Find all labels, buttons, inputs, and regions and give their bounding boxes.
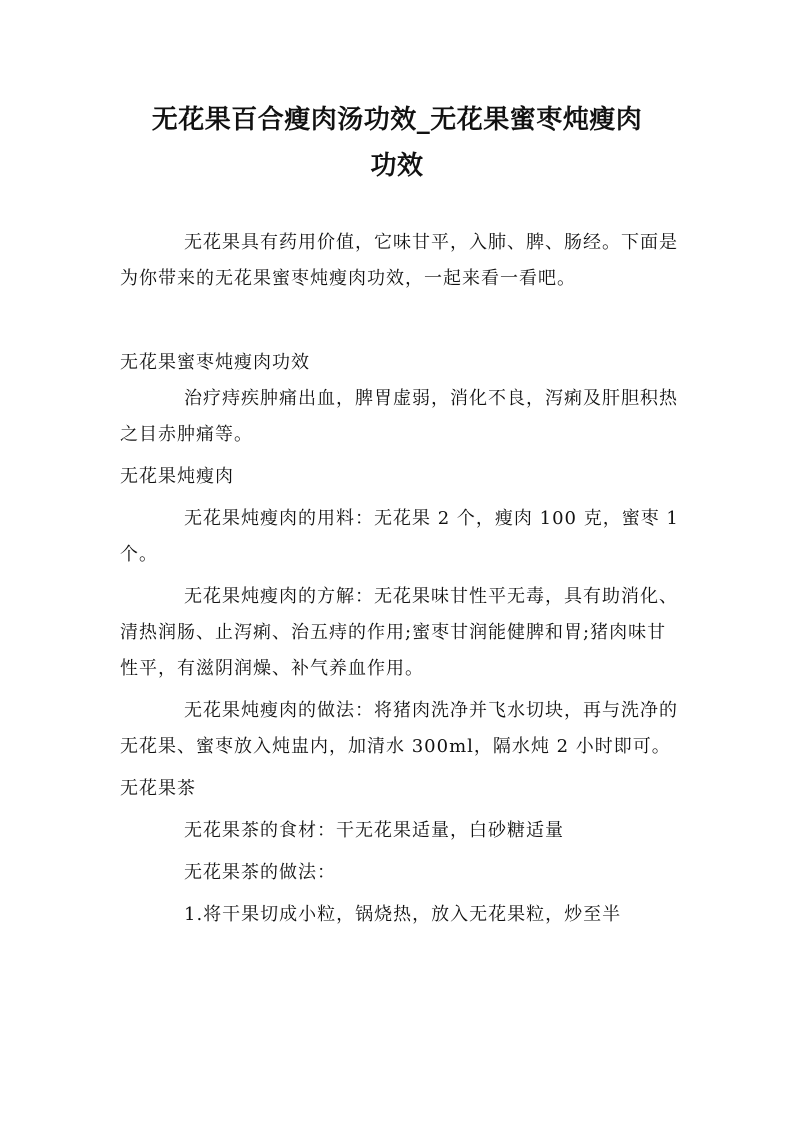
tea-ingredients-paragraph: 无花果茶的食材：干无花果适量，白砂糖适量 <box>184 820 564 841</box>
page-title <box>100 97 694 189</box>
stew-ingredients-paragraph: 无花果炖瘦肉的用料：无花果 2 个，瘦肉 100 克，蜜枣 1 个。 <box>120 508 679 565</box>
section-heading-tea: 无花果茶 <box>120 778 196 799</box>
section-heading-efficacy: 无花果蜜枣炖瘦肉功效 <box>120 352 310 373</box>
document-body <box>120 225 680 933</box>
title-line-2: 功效 <box>370 151 424 181</box>
tea-step-1: 1.将干果切成小粒，锅烧热，放入无花果粒，炒至半 <box>184 904 622 925</box>
title-line-1: 无花果百合瘦肉汤功效_无花果蜜枣炖瘦肉 <box>151 105 643 135</box>
efficacy-paragraph: 治疗痔疾肿痛出血，脾胃虚弱，消化不良，泻痢及肝胆积热之目赤肿痛等。 <box>120 388 678 445</box>
section-heading-stew: 无花果炖瘦肉 <box>120 466 234 487</box>
stew-method-paragraph: 无花果炖瘦肉的做法：将猪肉洗净并飞水切块，再与洗净的无花果、蜜枣放入炖盅内，加清水 300ml，隔水炖 2 小时即可。 <box>120 700 678 757</box>
tea-method-label: 无花果茶的做法： <box>184 862 336 883</box>
stew-explanation-paragraph: 无花果炖瘦肉的方解：无花果味甘性平无毒，具有助消化、清热润肠、止泻痢、治五痔的作用;蜜枣甘润能健脾和胃;猪肉味甘性平，有滋阴润燥、补气养血作用。 <box>120 586 678 679</box>
intro-paragraph: 无花果具有药用价值，它味甘平，入肺、脾、肠经。下面是为你带来的无花果蜜枣炖瘦肉功效，一起来看一看吧。 <box>120 232 678 289</box>
